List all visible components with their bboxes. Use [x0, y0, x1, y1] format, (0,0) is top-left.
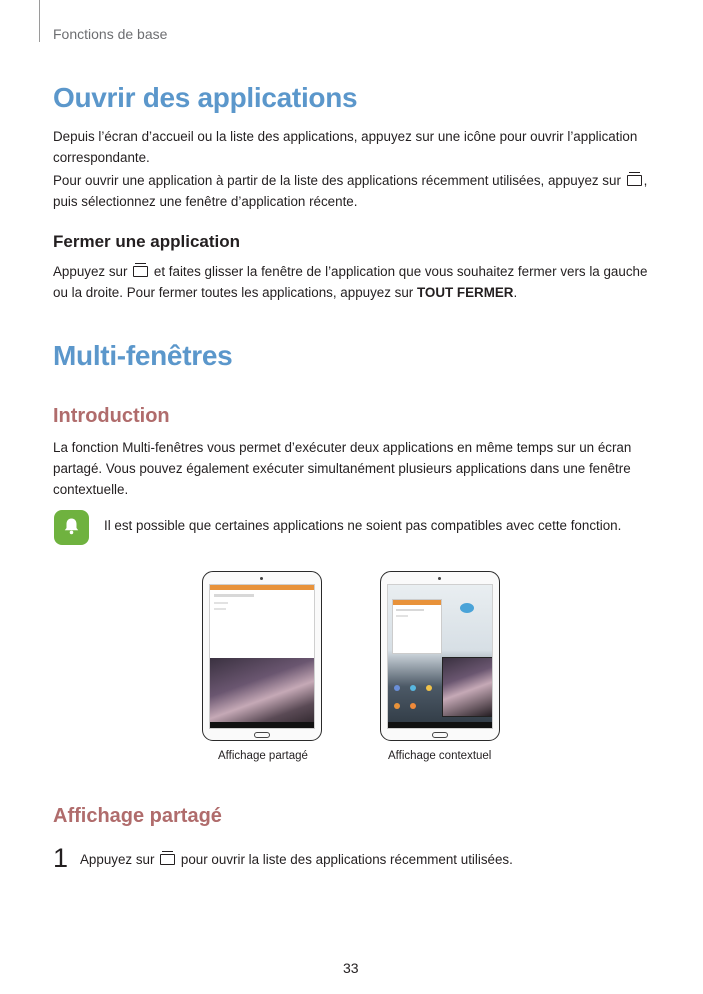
open-apps-p2-after: , — [643, 173, 648, 188]
running-head: Fonctions de base — [53, 26, 168, 42]
subsection-title-introduction: Introduction — [53, 405, 170, 427]
close-app-p-end: . — [513, 285, 518, 300]
header-rule — [39, 0, 40, 42]
tablet-screen-split — [209, 584, 315, 729]
section-title-multi-window: Multi-fenêtres — [53, 340, 233, 371]
open-apps-p2-before: Pour ouvrir une application à partir de la liste des applications récemment utilisées, appuyez sur — [53, 173, 621, 188]
step-1-before: Appuyez sur — [80, 852, 155, 867]
top-app-header-bar — [210, 585, 315, 590]
tablet-screen-popup — [387, 584, 493, 729]
section-title-open-apps: Ouvrir des applications — [53, 82, 358, 113]
bottom-app-video — [210, 658, 315, 729]
top-app-line — [214, 602, 228, 604]
tablet-home-button — [254, 732, 270, 738]
app-icon — [394, 703, 400, 709]
open-apps-p2-line2: puis sélectionnez une fenêtre d’application récente. — [53, 194, 358, 209]
subsection-title-close-app: Fermer une application — [53, 232, 241, 251]
navigation-bar — [388, 722, 493, 729]
popup-header-bar — [393, 600, 441, 605]
recents-key-icon — [160, 854, 175, 865]
tablet-home-button — [432, 732, 448, 738]
close-app-p-middle: et faites glisser la fenêtre de l’application que vous souhaitez fermer vers la gauche ou la droite. Pour fermer toutes les applications, appuyez sur — [53, 264, 648, 300]
caption-split-view: Affichage partagé — [218, 750, 308, 762]
popup-window-2-video — [442, 657, 493, 717]
tablet-camera — [438, 577, 441, 580]
app-icon — [410, 685, 416, 691]
close-app-p-before: Appuyez sur — [53, 264, 128, 279]
navigation-bar — [210, 722, 315, 729]
step-number: 1 — [53, 843, 69, 873]
step-1-text — [80, 849, 680, 870]
tablet-popup-view-illustration — [380, 571, 500, 741]
app-icon — [410, 703, 416, 709]
note-text: Il est possible que certaines applications ne soient pas compatibles avec cette fonction. — [104, 518, 622, 533]
open-apps-paragraph-2 — [53, 170, 653, 212]
popup-line — [396, 609, 424, 611]
caption-popup-view: Affichage contextuel — [388, 750, 492, 762]
popup-line — [396, 615, 408, 617]
recents-key-icon — [133, 266, 148, 277]
app-icon — [426, 685, 432, 691]
top-app-toolbar — [214, 594, 254, 597]
page-number: 33 — [343, 960, 359, 976]
step-1-after: pour ouvrir la liste des applications récemment utilisées. — [180, 852, 513, 867]
bell-icon — [63, 517, 80, 535]
close-all-label: TOUT FERMER — [417, 285, 514, 300]
recents-key-icon — [627, 175, 642, 186]
popup-window-1 — [392, 599, 442, 654]
app-icon — [394, 685, 400, 691]
close-app-paragraph — [53, 261, 653, 303]
open-apps-paragraph-1: Depuis l’écran d’accueil ou la liste des applications, appuyez sur une icône pour ouvrir l’application correspondante. — [53, 129, 638, 165]
tablet-split-view-illustration — [202, 571, 322, 741]
tablet-camera — [260, 577, 263, 580]
note-badge — [54, 510, 89, 545]
weather-widget-icon — [460, 603, 474, 613]
introduction-paragraph: La fonction Multi-fenêtres vous permet d’exécuter deux applications en même temps sur un écran partagé. Vous pouvez également exécuter simultanément plusieurs applications dans une fenêtre contextuelle. — [53, 440, 632, 497]
top-app-line — [214, 608, 226, 610]
subsection-title-split-view: Affichage partagé — [53, 805, 222, 827]
